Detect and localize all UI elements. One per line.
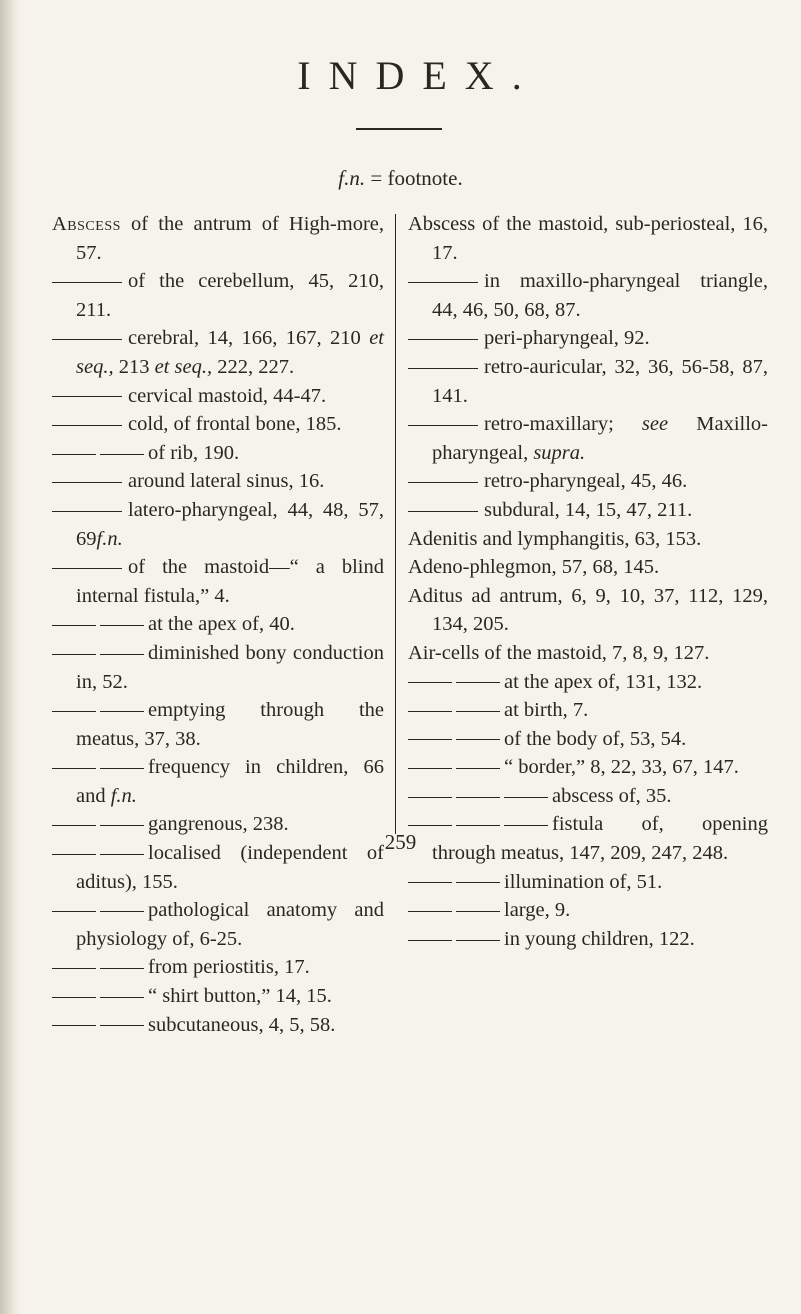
- index-entry: [408, 868, 768, 897]
- legend-meaning: = footnote.: [370, 166, 463, 190]
- entry-text: at the apex of, 40.: [148, 613, 295, 636]
- entry-text: abscess of, 35.: [552, 784, 672, 807]
- entry-text: Abscess of the mastoid, sub-periosteal, 16, 17.: [408, 213, 768, 264]
- entry-italic: see: [641, 413, 669, 436]
- ditto-dash: [408, 682, 452, 683]
- ditto-dash: [408, 882, 452, 883]
- ditto-dash: [408, 282, 478, 283]
- entry-italic: et seq.,: [154, 355, 213, 378]
- entry-text: Adenitis and lymphangitis, 63, 153.: [408, 527, 702, 550]
- index-entry: [52, 610, 384, 639]
- ditto-dash: [52, 454, 96, 455]
- ditto-dash: [456, 739, 500, 740]
- index-entry: [52, 982, 384, 1011]
- ditto-dash: [52, 654, 96, 655]
- ditto-dash: [52, 911, 96, 912]
- entry-text: cold, of frontal bone, 185.: [128, 413, 342, 436]
- abbreviation-legend: [0, 166, 801, 191]
- ditto-dash: [52, 825, 96, 826]
- entry-text: “ shirt button,” 14, 15.: [148, 985, 332, 1008]
- index-entry: [52, 953, 384, 982]
- index-entry: [408, 267, 768, 324]
- ditto-dash: [100, 768, 144, 769]
- index-entry: [408, 896, 768, 925]
- ditto-dash: [100, 968, 144, 969]
- entry-text: around lateral sinus, 16.: [128, 470, 325, 493]
- entry-text: diminished bony conduction in, 52.: [76, 641, 384, 693]
- entry-text: emptying through the meatus, 37, 38.: [76, 699, 384, 750]
- index-entry: [408, 353, 768, 410]
- ditto-dash: [504, 825, 548, 826]
- index-entry: [408, 782, 768, 811]
- ditto-dash: [100, 654, 144, 655]
- ditto-dash: [456, 768, 500, 769]
- ditto-dash: [408, 339, 478, 340]
- index-entry: [52, 553, 384, 610]
- entry-text: Maxillo-pharyngeal,: [432, 413, 768, 464]
- entry-text: retro-auricular, 32, 36, 56-58, 87, 141.: [432, 355, 768, 407]
- ditto-dash: [52, 568, 122, 569]
- entry-text: 222, 227.: [212, 355, 295, 378]
- entry-text: of the antrum of High-more, 57.: [76, 213, 384, 264]
- entry-text: at birth, 7.: [504, 699, 589, 722]
- index-entry: [52, 439, 384, 468]
- ditto-dash: [456, 911, 500, 912]
- index-entry: [408, 753, 768, 782]
- ditto-dash: [100, 625, 144, 626]
- index-entry: [408, 696, 768, 725]
- index-entry: [408, 410, 768, 467]
- entry-text: retro-maxillary;: [484, 413, 642, 436]
- index-entry: [408, 553, 768, 582]
- page-number: 259: [384, 830, 417, 854]
- entry-text: gangrenous, 238.: [148, 813, 289, 836]
- ditto-dash: [100, 454, 144, 455]
- index-entry: [408, 324, 768, 353]
- entry-text: from periostitis, 17.: [148, 956, 310, 979]
- legend-abbr: f.n.: [338, 166, 366, 190]
- ditto-dash: [408, 739, 452, 740]
- ditto-dash: [408, 768, 452, 769]
- index-entry: [52, 896, 384, 953]
- entry-text: latero-pharyngeal, 44, 48, 57, 69: [76, 498, 384, 550]
- title-rule: [356, 128, 442, 130]
- entry-text: of the cerebellum, 45, 210, 211.: [76, 270, 384, 321]
- index-entry: [52, 410, 384, 439]
- index-entry: [52, 467, 384, 496]
- ditto-dash: [408, 911, 452, 912]
- entry-text: Air-cells of the mastoid, 7, 8, 9, 127.: [408, 641, 710, 664]
- ditto-dash: [456, 825, 500, 826]
- page-edge-shadow: [0, 0, 20, 1314]
- index-entry: [408, 467, 768, 496]
- entry-italic: supra.: [533, 441, 586, 464]
- index-entry: [408, 668, 768, 697]
- index-entry: [52, 639, 384, 696]
- entry-text: at the apex of, 131, 132.: [504, 670, 703, 693]
- index-entry: [408, 925, 768, 954]
- index-entry: [52, 696, 384, 753]
- entry-text: cervical mastoid, 44-47.: [128, 384, 327, 407]
- ditto-dash: [52, 482, 122, 483]
- index-entry: [408, 496, 768, 525]
- index-entry: [52, 496, 384, 553]
- ditto-dash: [100, 911, 144, 912]
- ditto-dash: [408, 797, 452, 798]
- entry-text: retro-pharyngeal, 45, 46.: [484, 470, 688, 493]
- entry-text: of the mastoid—“ a blind internal fistula,” 4.: [76, 556, 384, 607]
- entry-text: subcutaneous, 4, 5, 58.: [148, 1013, 336, 1036]
- ditto-dash: [408, 368, 478, 369]
- entry-text: “ border,” 8, 22, 33, 67, 147.: [504, 756, 739, 779]
- index-entry: [52, 1011, 384, 1040]
- entry-text: subdural, 14, 15, 47, 211.: [484, 498, 693, 521]
- entry-italic: et seq.,: [76, 327, 384, 378]
- index-entry: [52, 324, 384, 381]
- ditto-dash: [456, 682, 500, 683]
- ditto-dash: [408, 711, 452, 712]
- index-entry: [52, 267, 384, 324]
- entry-text: 213: [113, 355, 155, 378]
- entry-italic: f.n.: [96, 527, 123, 550]
- ditto-dash: [504, 797, 548, 798]
- index-entry: [408, 582, 768, 639]
- ditto-dash: [52, 768, 96, 769]
- entry-text: in maxillo-pharyngeal triangle, 44, 46, 50, 68, 87.: [432, 270, 768, 321]
- entry-text: fistula of, opening through meatus, 147, 209, 247, 248.: [432, 813, 768, 865]
- entry-text: frequency in children, 66 and: [76, 756, 384, 807]
- ditto-dash: [456, 882, 500, 883]
- ditto-dash: [52, 282, 122, 283]
- entry-text: illumination of, 51.: [504, 870, 663, 893]
- ditto-dash: [456, 797, 500, 798]
- page-title: INDEX.: [297, 53, 540, 98]
- ditto-dash: [52, 968, 96, 969]
- index-entry: [52, 753, 384, 810]
- ditto-dash: [456, 711, 500, 712]
- entry-text: large, 9.: [504, 899, 571, 922]
- entry-text: in young children, 122.: [504, 927, 695, 950]
- entry-head: Abscess: [52, 213, 121, 235]
- entry-text: of the body of, 53, 54.: [504, 727, 687, 750]
- ditto-dash: [408, 425, 478, 426]
- entry-text: peri-pharyngeal, 92.: [484, 327, 650, 350]
- index-column-left: [52, 210, 384, 1039]
- ditto-dash: [100, 997, 144, 998]
- ditto-dash: [52, 711, 96, 712]
- ditto-dash: [52, 997, 96, 998]
- ditto-dash: [52, 625, 96, 626]
- index-entry: [408, 210, 768, 267]
- ditto-dash: [100, 1025, 144, 1026]
- entry-text: Adeno-phlegmon, 57, 68, 145.: [408, 556, 660, 579]
- ditto-dash: [52, 1025, 96, 1026]
- entry-text: Aditus ad antrum, 6, 9, 10, 37, 112, 129, 134, 205.: [408, 584, 768, 636]
- entry-text: cerebral, 14, 166, 167, 210: [128, 327, 361, 350]
- index-entry: [408, 525, 768, 554]
- entry-text: pathological anatomy and physiology of, 6-25.: [76, 899, 384, 950]
- ditto-dash: [52, 511, 122, 512]
- entry-text: of rib, 190.: [148, 441, 240, 464]
- ditto-dash: [52, 339, 122, 340]
- index-entry: [408, 725, 768, 754]
- index-entry: [52, 210, 384, 267]
- column-divider: [395, 214, 396, 834]
- ditto-dash: [408, 825, 452, 826]
- ditto-dash: [100, 825, 144, 826]
- index-entry: [52, 382, 384, 411]
- ditto-dash: [408, 482, 478, 483]
- ditto-dash: [456, 940, 500, 941]
- ditto-dash: [408, 940, 452, 941]
- ditto-dash: [408, 511, 478, 512]
- entry-text: localised (independent of aditus), 155.: [76, 842, 384, 893]
- ditto-dash: [100, 711, 144, 712]
- ditto-dash: [52, 425, 122, 426]
- entry-italic: f.n.: [110, 784, 137, 807]
- ditto-dash: [52, 396, 122, 397]
- index-entry: [408, 639, 768, 668]
